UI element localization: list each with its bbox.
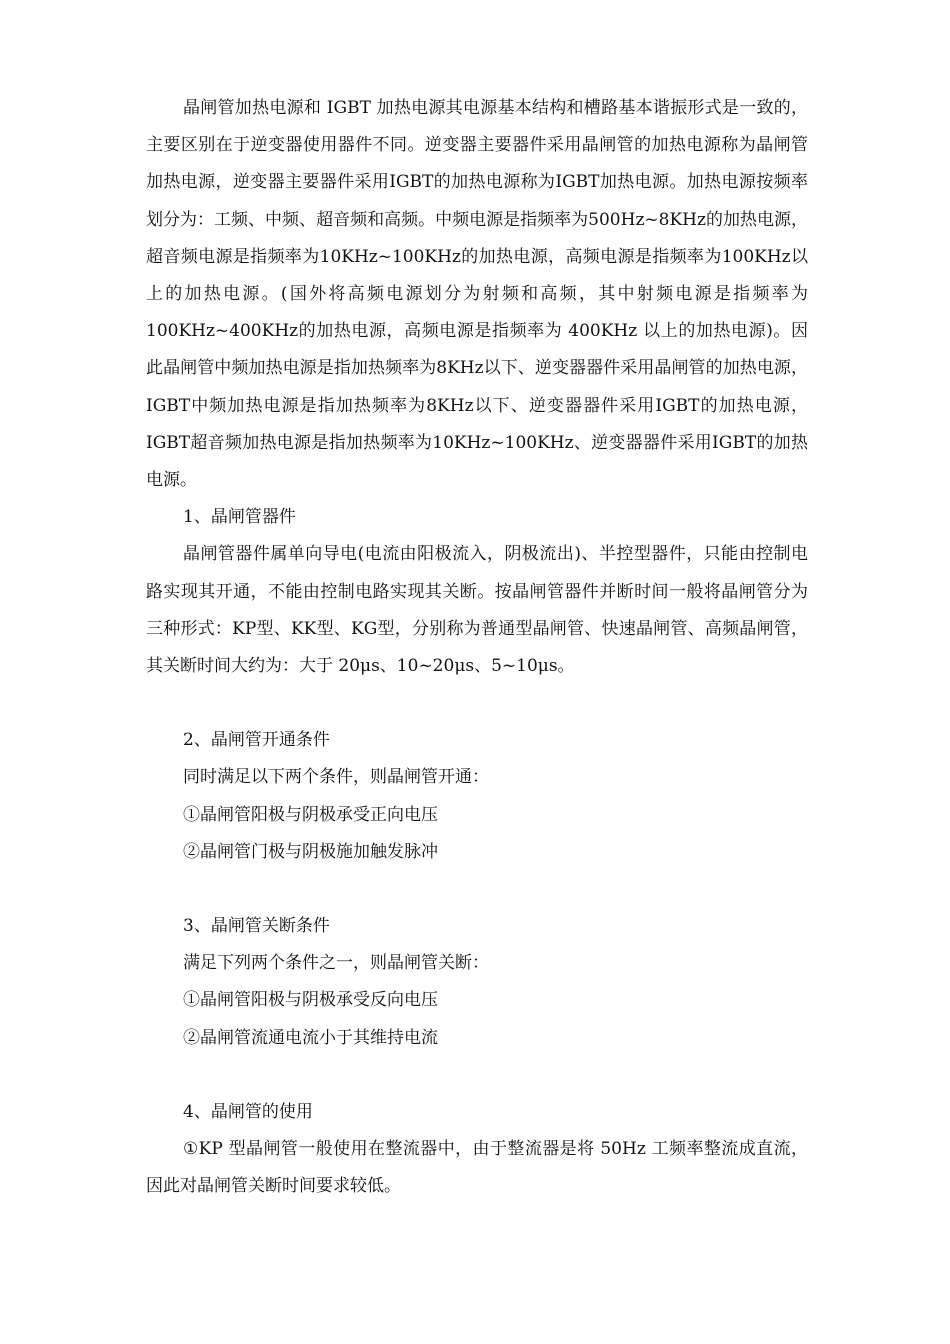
spacer [146, 1057, 808, 1094]
section-3-heading: 3、晶闸管关断条件 [183, 916, 330, 937]
document-body [146, 90, 808, 1205]
section-4-paragraph: ①KP 型晶闸管一般使用在整流器中，由于整流器是将 50Hz 工频率整流成直流，因此对晶闸管关断时间要求较低。 [146, 1139, 808, 1197]
section-3-line: ①晶闸管阳极与阴极承受反向电压 [183, 990, 438, 1011]
section-2-heading: 2、晶闸管开通条件 [183, 730, 330, 751]
intro-paragraph: 晶闸管加热电源和 IGBT 加热电源其电源基本结构和槽路基本谐振形式是一致的，主要区别在于逆变器使用器件不同。逆变器主要器件采用晶闸管的加热电源称为晶闸管加热电源，逆变器主要器件采用IGBT的加热电源称为IGBT加热电源。加热电源按频率划分为：工频、中频、超音频和高频。中频电源是指频率为500Hz~8KHz的加热电源，超音频电源是指频率为10KHz~100KHz的加热电源，高频电源是指频率为100KHz以上的加热电源。(国外将高频电源划分为射频和高频，其中射频电源是指频率为100KHz~400KHz的加热电源，高频电源是指频率为 400KHz 以上的加热电源)。因此晶闸管中频加热电源是指加热频率为8KHz以下、逆变器器件采用晶闸管的加热电源，IGBT中频加热电源是指加热频率为8KHz以下、逆变器器件采用IGBT的加热电源，IGBT超音频加热电源是指加热频率为10KHz~100KHz、逆变器器件采用IGBT的加热电源。 [146, 98, 808, 491]
spacer [146, 871, 808, 908]
section-3-line: ②晶闸管流通电流小于其维持电流 [183, 1027, 438, 1048]
section-2-line: ①晶闸管阳极与阴极承受正向电压 [183, 804, 438, 825]
section-1-heading: 1、晶闸管器件 [183, 507, 296, 528]
spacer [146, 685, 808, 722]
section-3-line: 满足下列两个条件之一，则晶闸管关断： [183, 953, 489, 974]
section-4-heading: 4、晶闸管的使用 [183, 1101, 313, 1122]
section-2-line: 同时满足以下两个条件，则晶闸管开通： [183, 767, 489, 788]
section-1-paragraph: 晶闸管器件属单向导电(电流由阳极流入，阴极流出)、半控型器件，只能由控制电路实现其开通，不能由控制电路实现其关断。按晶闸管器件并断时间一般将晶闸管分为三种形式：KP型、KK型、KG型，分别称为普通型晶闸管、快速晶闸管、高频晶闸管，其关断时间大约为：大于 20μs、10~20μs、5~10μs。 [146, 544, 808, 677]
section-2-line: ②晶闸管门极与阴极施加触发脉冲 [183, 841, 438, 862]
